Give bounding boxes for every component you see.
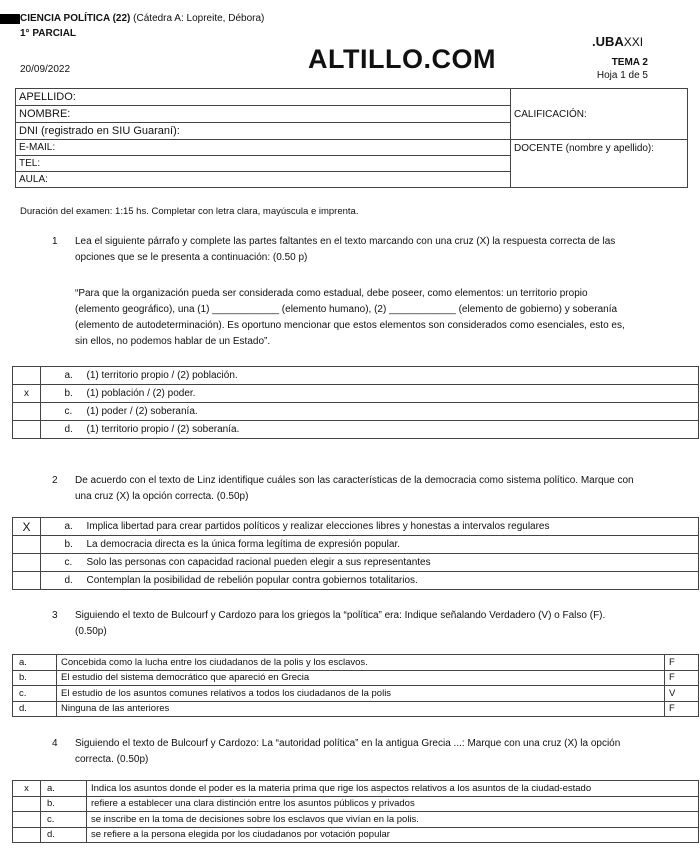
q2-spacer xyxy=(41,572,61,590)
q2-number: 2 xyxy=(52,475,58,486)
q4-option-row[interactable] xyxy=(13,827,699,843)
instructions: Duración del examen: 1:15 hs. Completar con letra clara, mayúscula e imprenta. xyxy=(20,206,359,217)
q2-letter: b. xyxy=(64,539,73,550)
q2-option-text xyxy=(61,518,699,536)
q1-option-row[interactable] xyxy=(13,403,699,421)
q1-quote-line4: sin ellos, no podemos hablar de un Estado”. xyxy=(75,336,271,347)
q1-spacer xyxy=(41,403,61,421)
q2-option-text xyxy=(61,554,699,572)
q1-line1: Lea el siguiente párrafo y complete las partes faltantes en el texto marcando con una cruz (X) la respuesta correcta de las xyxy=(75,236,616,247)
q4-option-row[interactable] xyxy=(13,796,699,812)
q3-letter: b. xyxy=(13,670,57,686)
q3-answer-cell[interactable]: F xyxy=(665,670,699,686)
q4-letter: a. xyxy=(41,781,87,797)
q4-number: 4 xyxy=(52,738,58,749)
q2-text: Contemplan la posibilidad de rebelión popular contra gobiernos totalitarios. xyxy=(86,575,418,586)
q4-options-table xyxy=(12,780,699,843)
q2-text: La democracia directa es la única forma legítima de expresión popular. xyxy=(86,539,401,550)
uba-logo xyxy=(592,34,643,49)
q1-letter: b. xyxy=(64,388,73,399)
q1-quote-line2: (elemento geográfico), una (1) ____________ (elemento humano), (2) ____________ (elemento de gobierno) y soberanía xyxy=(75,304,618,315)
docente-field[interactable]: DOCENTE (nombre y apellido): xyxy=(511,140,688,188)
q4-prompt xyxy=(75,736,620,768)
q3-answer-cell[interactable]: F xyxy=(665,701,699,717)
q1-text: (1) territorio propio / (2) población. xyxy=(86,370,238,381)
q2-spacer xyxy=(41,536,61,554)
q1-option-row[interactable] xyxy=(13,367,699,385)
q1-line2: opciones que se le presenta a continuación: (0.50 p) xyxy=(75,252,308,263)
q4-letter: c. xyxy=(41,812,87,828)
q2-letter: a. xyxy=(64,521,73,532)
q2-line2: una cruz (X) la opción correcta. (0.50p) xyxy=(75,491,249,502)
q1-spacer xyxy=(41,421,61,439)
q2-option-text xyxy=(61,536,699,554)
q2-letter: d. xyxy=(64,575,73,586)
dni-field[interactable]: DNI (registrado en SIU Guaraní): xyxy=(16,123,511,140)
catedra: (Cátedra A: Lopreite, Débora) xyxy=(133,13,265,24)
q4-option-row[interactable] xyxy=(13,781,699,797)
q1-mark-cell[interactable]: x xyxy=(13,385,41,403)
exam-date: 20/09/2022 xyxy=(20,64,71,75)
q3-letter: a. xyxy=(13,655,57,671)
q3-options-table xyxy=(12,654,699,717)
q4-line2: correcta. (0.50p) xyxy=(75,754,149,765)
q3-option-text: Ninguna de las anteriores xyxy=(57,701,665,717)
q1-text: (1) territorio propio / (2) soberanía. xyxy=(86,424,240,435)
uba-logo-text: .UBA xyxy=(592,34,624,49)
q4-option-text: se inscribe en la toma de decisiones sobre los esclavos que vivían en la polis. xyxy=(87,812,699,828)
q1-mark-cell[interactable] xyxy=(13,403,41,421)
q4-mark-cell[interactable]: x xyxy=(13,781,41,797)
q3-letter: c. xyxy=(13,686,57,702)
q2-spacer xyxy=(41,518,61,536)
q3-number: 3 xyxy=(52,610,58,621)
q2-prompt xyxy=(75,473,634,505)
q1-option-text xyxy=(61,421,699,439)
q2-line1: De acuerdo con el texto de Linz identifique cuáles son las características de la democracia como sistema político. Marque con xyxy=(75,475,634,486)
q2-option-row[interactable] xyxy=(13,572,699,590)
q1-option-text xyxy=(61,367,699,385)
q4-option-text: se refiere a la persona elegida por los ciudadanos por votación popular xyxy=(87,827,699,843)
course-name: CIENCIA POLÍTICA (22) xyxy=(20,13,131,24)
course-title xyxy=(20,13,264,24)
q1-mark-cell[interactable] xyxy=(13,367,41,385)
q1-text: (1) población / (2) poder. xyxy=(86,388,196,399)
q1-letter: a. xyxy=(64,370,73,381)
hoja: Hoja 1 de 5 xyxy=(596,70,648,81)
q4-letter: b. xyxy=(41,796,87,812)
q3-line1: Siguiendo el texto de Bulcourf y Cardozo para los griegos la “política” era: Indique señalando Verdadero (V) o Falso (F). xyxy=(75,610,606,621)
tema: TEMA 2 xyxy=(611,57,648,68)
q4-option-text: Indica los asuntos donde el poder es la materia prima que rige los aspectos relativos a los asuntos de la ciudad-estado xyxy=(87,781,699,797)
q1-letter: c. xyxy=(64,406,73,417)
q2-mark-cell[interactable] xyxy=(13,536,41,554)
q4-option-row[interactable] xyxy=(13,812,699,828)
q1-spacer xyxy=(41,385,61,403)
q1-option-row[interactable] xyxy=(13,385,699,403)
q3-option-row[interactable] xyxy=(13,655,699,671)
q1-number: 1 xyxy=(52,236,58,247)
q1-quote xyxy=(75,286,625,350)
q1-quote-line1: “Para que la organización pueda ser considerada como estadual, debe poseer, como elementos: un territorio propio xyxy=(75,288,588,299)
q2-text: Solo las personas con capacidad racional pueden elegir a sus representantes xyxy=(86,557,431,568)
q1-prompt xyxy=(75,234,615,266)
q1-option-row[interactable] xyxy=(13,421,699,439)
q2-option-row[interactable] xyxy=(13,518,699,536)
q2-letter: c. xyxy=(64,557,73,568)
q3-option-text: Concebida como la lucha entre los ciudadanos de la polis y los esclavos. xyxy=(57,655,665,671)
q1-option-text xyxy=(61,385,699,403)
watermark: ALTILLO.COM xyxy=(308,44,496,74)
email-field[interactable]: E-MAIL: xyxy=(16,140,511,156)
q1-mark-cell[interactable] xyxy=(13,421,41,439)
q2-option-row[interactable] xyxy=(13,536,699,554)
q1-quote-line3: (elemento de autodeterminación). Es oportuno mencionar que estos elementos son considerados como esenciales, esto es, xyxy=(75,320,625,331)
q1-options-table xyxy=(12,366,699,439)
student-info-form xyxy=(15,88,688,188)
apellido-field[interactable]: APELLIDO: xyxy=(16,89,511,106)
q2-text: Implica libertad para crear partidos políticos y realizar elecciones libres y honestas a intervalos regulares xyxy=(86,521,550,532)
q4-mark-cell[interactable] xyxy=(13,812,41,828)
q3-option-row[interactable] xyxy=(13,670,699,686)
q2-mark-cell[interactable]: X xyxy=(13,518,41,536)
q4-mark-cell[interactable] xyxy=(13,796,41,812)
q2-mark-cell[interactable] xyxy=(13,554,41,572)
q2-spacer xyxy=(41,554,61,572)
redaction-bar xyxy=(0,14,20,24)
uba-xxi-text: XXI xyxy=(623,35,644,49)
q4-line1: Siguiendo el texto de Bulcourf y Cardozo: La “autoridad política” en la antigua Grecia ...: Marque con una cruz (X) la opción xyxy=(75,738,621,749)
q2-option-row[interactable] xyxy=(13,554,699,572)
q4-letter: d. xyxy=(41,827,87,843)
q3-answer-cell[interactable]: V xyxy=(665,686,699,702)
aula-field[interactable]: AULA: xyxy=(16,172,511,188)
q3-line2: (0.50p) xyxy=(75,626,107,637)
q1-spacer xyxy=(41,367,61,385)
q2-options-table xyxy=(12,517,699,590)
q1-option-text xyxy=(61,403,699,421)
q1-letter: d. xyxy=(64,424,73,435)
q3-option-row[interactable] xyxy=(13,686,699,702)
nombre-field[interactable]: NOMBRE: xyxy=(16,106,511,123)
calificacion-field[interactable]: CALIFICACIÓN: xyxy=(511,89,688,140)
q1-text: (1) poder / (2) soberanía. xyxy=(86,406,198,417)
q3-answer-cell[interactable]: F xyxy=(665,655,699,671)
q2-option-text xyxy=(61,572,699,590)
tel-field[interactable]: TEL: xyxy=(16,156,511,172)
q3-letter: d. xyxy=(13,701,57,717)
q2-mark-cell[interactable] xyxy=(13,572,41,590)
exam-name: 1° PARCIAL xyxy=(20,28,77,39)
q3-prompt xyxy=(75,608,605,640)
q3-option-text: El estudio del sistema democrático que apareció en Grecia xyxy=(57,670,665,686)
q4-option-text: refiere a establecer una clara distinción entre los asuntos públicos y privados xyxy=(87,796,699,812)
q3-option-text: El estudio de los asuntos comunes relativos a todos los ciudadanos de la polis xyxy=(57,686,665,702)
q3-option-row[interactable] xyxy=(13,701,699,717)
q4-mark-cell[interactable] xyxy=(13,827,41,843)
